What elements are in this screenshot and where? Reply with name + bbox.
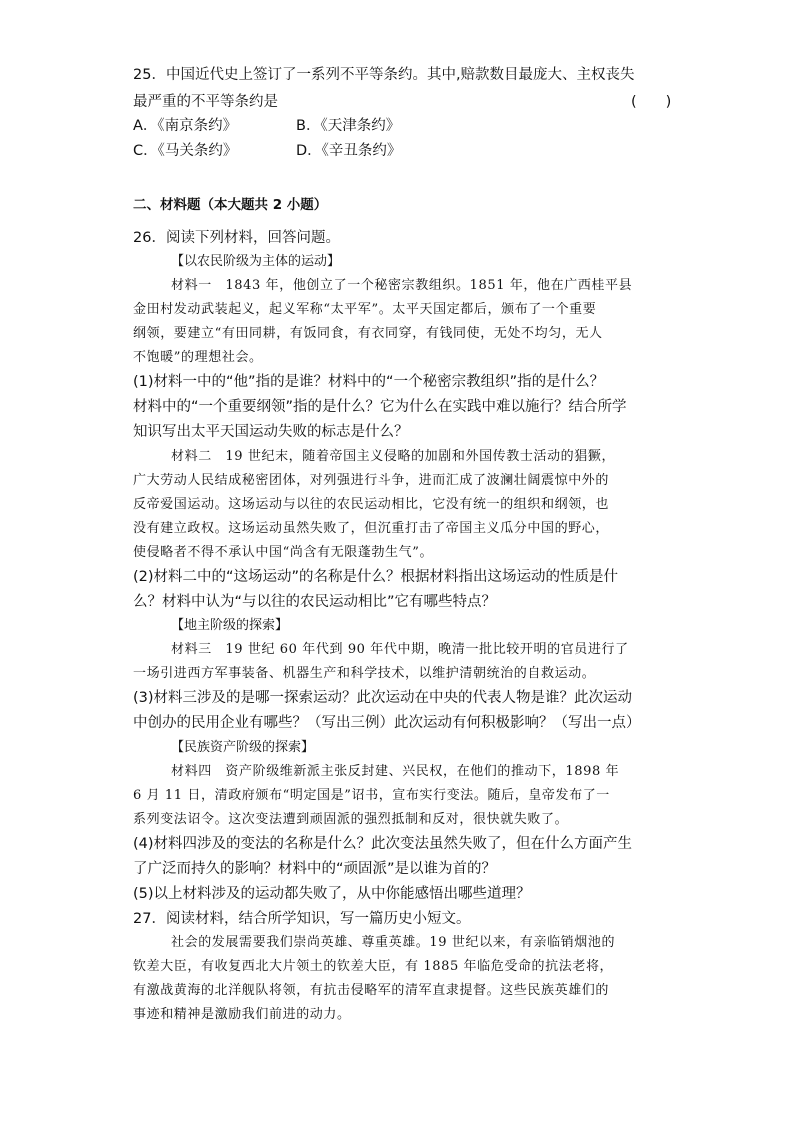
material-3-line-2: 一场引进西方军事装备、机器生产和科学技术，以维护清朝统治的自救运动。 <box>133 666 596 681</box>
material-2-line-5: 使侵略者不得不承认中国“尚含有无限蓬勃生气”。 <box>133 545 434 560</box>
material-header-3: 【民族资产阶级的探索】 <box>171 740 315 755</box>
q27-stem: 27．阅读材料，结合所学知识，写一篇历史小短文。 <box>133 911 471 927</box>
sub-question-2-line-2: 么？材料中认为“与以往的农民运动相比”它有哪些特点？ <box>133 594 497 610</box>
material-4-line-3: 系列变法诏令。这次变法遭到顽固派的强烈抵制和反对，很快就失败了。 <box>133 812 569 827</box>
sub-question-3-line-2: 中创办的民用企业有哪些？（写出三例）此次运动有何积极影响？（写出一点） <box>133 715 641 731</box>
q25-option-c: C．《马关条约》 <box>133 143 238 159</box>
sub-question-1-line-3: 知识写出太平天国运动失败的标志是什么？ <box>133 424 409 440</box>
q25-option-d: D．《辛丑条约》 <box>296 143 402 159</box>
q25-option-a: A．《南京条约》 <box>133 118 238 134</box>
sub-question-1-line-2: 材料中的“一个重要纲领”指的是什么？它为什么在实践中难以施行？结合所学 <box>133 399 627 415</box>
material-4-line-2: 6 月 11 日，清政府颁布“明定国是”诏书，宣布实行变法。随后，皇帝发布了一 <box>133 788 610 803</box>
sub-question-2-line-1: (2)材料二中的“这场运动”的名称是什么？根据材料指出这场运动的性质是什 <box>133 569 619 585</box>
q27-paragraph-line-2: 钦差大臣，有收复西北大片领土的钦差大臣，有 1885 年临危受命的抗法老将， <box>133 959 614 974</box>
q27-paragraph-line-4: 事迹和精神是激励我们前进的动力。 <box>133 1007 351 1022</box>
material-1-line-1: 材料一 1843 年，他创立了一个秘密宗教组织。1851 年，他在广西桂平县 <box>171 278 633 293</box>
material-header-2: 【地主阶级的探索】 <box>171 618 289 633</box>
material-2-line-3: 反帝爱国运动。这场运动与以往的农民运动相比，它没有统一的组织和纲领，也 <box>133 497 610 512</box>
material-1-line-2: 金田村发动武装起义，起义军称“太平军”。太平天国定都后，颁布了一个重要 <box>133 302 597 317</box>
q27-paragraph-line-1: 社会的发展需要我们崇尚英雄、尊重英雄。19 世纪以来，有亲临销烟池的 <box>171 935 616 950</box>
material-2-line-4: 没有建立政权。这场运动虽然失败了，但沉重打击了帝国主义瓜分中国的野心， <box>133 521 610 536</box>
sub-question-4-line-1: (4)材料四涉及的变法的名称是什么？此次变法虽然失败了，但在什么方面产生 <box>133 836 633 852</box>
q25-line-2: 最严重的不平等条约是 <box>133 94 278 110</box>
material-2-line-1: 材料二 19 世纪末，随着帝国主义侵略的加剧和外国传教士活动的猖獗， <box>171 449 616 464</box>
q26-stem: 26．阅读下列材料，回答问题。 <box>133 230 340 246</box>
material-1-line-3: 纲领，要建立“有田同耕，有饭同食，有衣同穿，有钱同使，无处不均匀，无人 <box>133 326 603 341</box>
answer-blank: ( ) <box>631 94 672 110</box>
q25-option-b: B．《天津条约》 <box>296 118 401 134</box>
sub-question-4-line-2: 了广泛而持久的影响？材料中的“顽固派”是以谁为首的？ <box>133 861 497 877</box>
material-2-line-2: 广大劳动人民结成秘密团体，对列强进行斗争，进而汇成了波澜壮阔震惊中外的 <box>133 473 610 488</box>
sub-question-3-line-1: (3)材料三涉及的是哪一探索运动？此次运动在中央的代表人物是谁？此次运动 <box>133 690 633 706</box>
material-3-line-1: 材料三 19 世纪 60 年代到 90 年代中期，晚清一批比较开明的官员进行了 <box>171 642 629 657</box>
sub-question-5: (5)以上材料涉及的运动都失败了，从中你能感悟出哪些道理？ <box>133 886 531 902</box>
material-header-1: 【以农民阶级为主体的运动】 <box>171 254 341 269</box>
q27-paragraph-line-3: 有激战黄海的北洋舰队将领，有抗击侵略军的清军直隶提督。这些民族英雄们的 <box>133 983 610 998</box>
material-1-line-4: 不饱暖”的理想社会。 <box>133 350 263 365</box>
material-4-line-1: 材料四 资产阶级维新派主张反封建、兴民权，在他们的推动下，1898 年 <box>171 764 620 779</box>
section-title: 二、材料题（本大题共 2 小题） <box>133 197 328 213</box>
sub-question-1-line-1: (1)材料一中的“他”指的是谁？材料中的“一个秘密宗教组织”指的是什么？ <box>133 374 605 390</box>
q25-line-1: 25．中国近代史上签订了一系列不平等条约。其中,赔款数目最庞大、主权丧失 <box>133 67 635 83</box>
